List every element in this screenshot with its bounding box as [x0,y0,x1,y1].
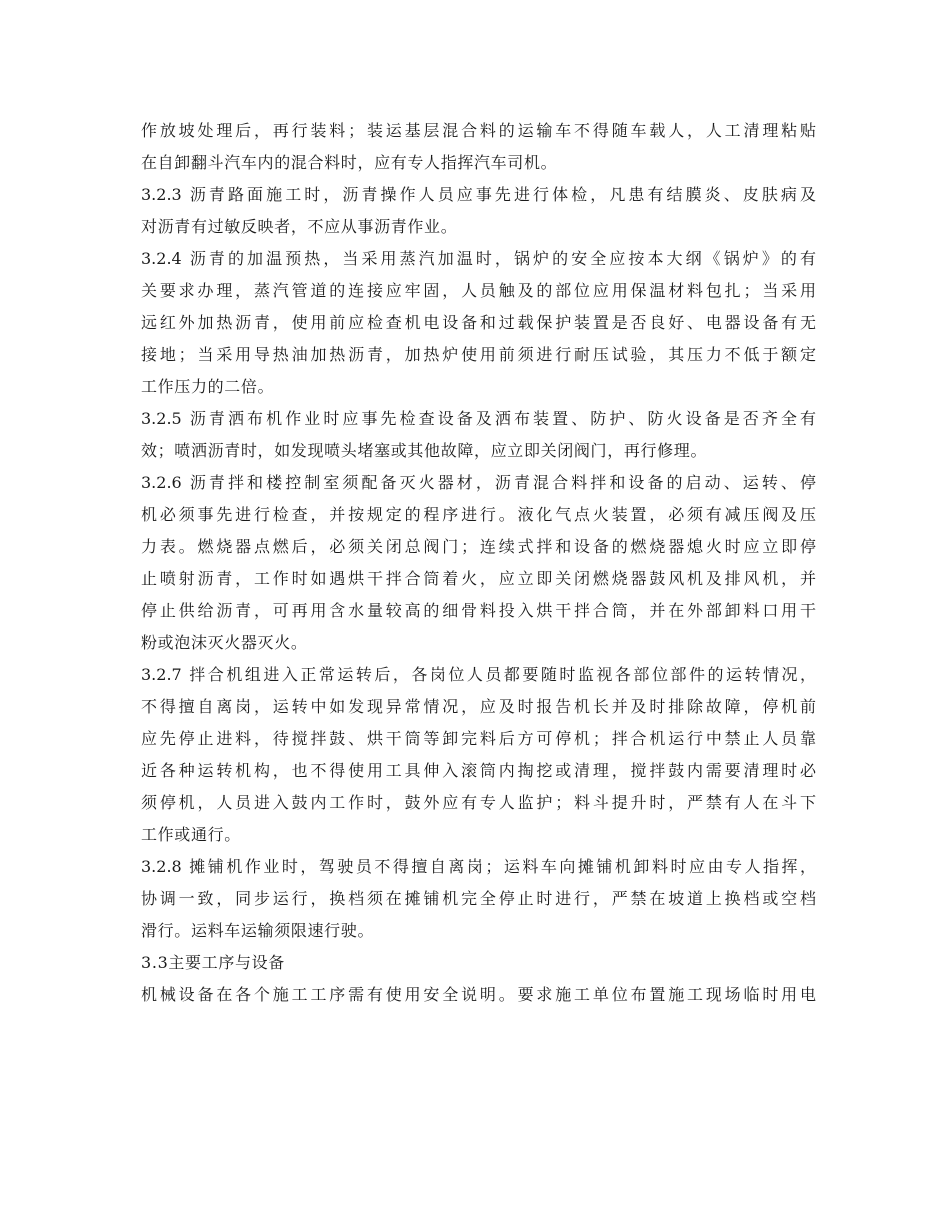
text-line: 3.3主要工序与设备 [141,953,285,972]
text-line: 3.2.7 拌合机组进入正常运转后，各岗位人员都要随时监视各部位部件的运转情况， [141,665,816,684]
text-line: 关要求办理，蒸汽管道的连接应牢固，人员触及的部位应用保温材料包扎；当采用 [141,281,816,300]
text-line: 3.2.3 沥青路面施工时，沥青操作人员应事先进行体检，凡患有结膜炎、皮肤病及 [141,185,816,204]
text-line: 工作或通行。 [141,825,241,844]
text-line: 机械设备在各个施工工序需有使用安全说明。要求施工单位布置施工现场临时用电 [141,985,816,1004]
text-line: 3.2.8 摊铺机作业时，驾驶员不得擅自离岗；运料车向摊铺机卸料时应由专人指挥， [141,857,816,876]
text-line: 作放坡处理后，再行装料；装运基层混合料的运输车不得随车载人，人工清理粘贴 [141,121,816,140]
text-line: 对沥青有过敏反映者，不应从事沥青作业。 [141,217,458,236]
text-line: 3.2.6 沥青拌和楼控制室须配备灭火器材，沥青混合料拌和设备的启动、运转、停 [141,473,816,492]
text-line: 应先停止进料，待搅拌鼓、烘干筒等卸完料后方可停机；拌合机运行中禁止人员靠 [141,729,816,748]
text-line: 协调一致，同步运行，换档须在摊铺机完全停止时进行，严禁在坡道上换档或空档 [141,889,816,908]
text-line: 停止供给沥青，可再用含水量较高的细骨料投入烘干拌合筒，并在外部卸料口用干 [141,601,816,620]
text-line: 不得擅自离岗，运转中如发现异常情况，应及时报告机长并及时排除故障，停机前 [141,697,816,716]
text-line: 止喷射沥青，工作时如遇烘干拌合筒着火，应立即关闭燃烧器鼓风机及排风机，并 [141,569,816,588]
text-line: 力表。燃烧器点燃后，必须关闭总阀门；连续式拌和设备的燃烧器熄火时应立即停 [141,537,816,556]
text-line: 近各种运转机构，也不得使用工具伸入滚筒内掏挖或清理，搅拌鼓内需要清理时必 [141,761,816,780]
text-line: 机必须事先进行检查，并按规定的程序进行。液化气点火装置，必须有减压阀及压 [141,505,816,524]
text-line: 滑行。运料车运输须限速行驶。 [141,921,375,940]
text-line: 远红外加热沥青，使用前应检查机电设备和过载保护装置是否良好、电器设备有无 [141,313,816,332]
text-line: 工作压力的二倍。 [141,377,275,396]
text-line: 在自卸翻斗汽车内的混合料时，应有专人指挥汽车司机。 [141,153,558,172]
document-page [141,115,816,1011]
text-line: 效；喷洒沥青时，如发现喷头堵塞或其他故障，应立即关闭阀门，再行修理。 [141,441,708,460]
text-line: 接地；当采用导热油加热沥青，加热炉使用前须进行耐压试验，其压力不低于额定 [141,345,816,364]
text-line: 须停机，人员进入鼓内工作时，鼓外应有专人监护；料斗提升时，严禁有人在斗下 [141,793,816,812]
text-line: 3.2.4 沥青的加温预热，当采用蒸汽加温时，锅炉的安全应按本大纲《锅炉》的有 [141,249,816,268]
text-line: 粉或泡沫灭火器灭火。 [141,633,308,652]
text-line: 3.2.5 沥青洒布机作业时应事先检查设备及洒布装置、防护、防火设备是否齐全有 [141,409,816,428]
